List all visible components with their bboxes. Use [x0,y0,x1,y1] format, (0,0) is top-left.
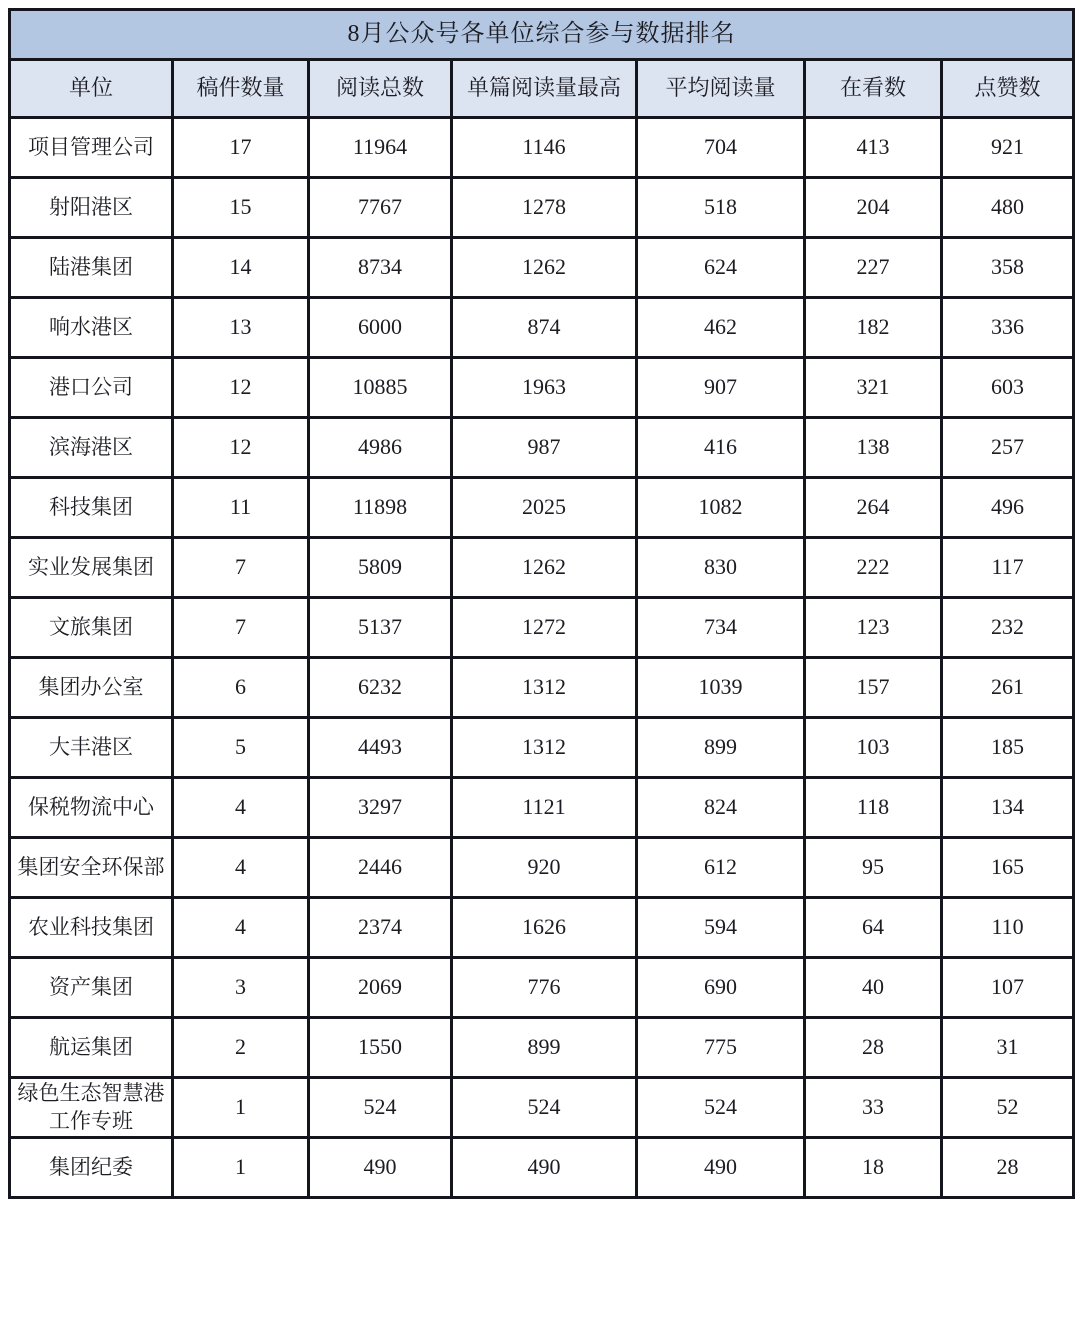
unit-name-cell: 港口公司 [10,358,173,418]
unit-name-cell: 文旅集团 [10,598,173,658]
unit-name-cell: 响水港区 [10,298,173,358]
value-cell: 165 [942,838,1074,898]
value-cell: 1312 [452,718,637,778]
value-cell: 6000 [309,298,452,358]
value-cell: 496 [942,478,1074,538]
value-cell: 117 [942,538,1074,598]
table-row [10,178,1074,238]
value-cell: 2069 [309,958,452,1018]
table-row [10,718,1074,778]
value-cell: 5 [173,718,309,778]
table-row [10,1138,1074,1198]
table-body [10,118,1074,1198]
value-cell: 594 [637,898,805,958]
unit-name-cell: 农业科技集团 [10,898,173,958]
column-header: 稿件数量 [173,60,309,118]
value-cell: 1963 [452,358,637,418]
value-cell: 28 [942,1138,1074,1198]
value-cell: 899 [637,718,805,778]
value-cell: 64 [805,898,942,958]
unit-name-cell: 保税物流中心 [10,778,173,838]
unit-name-cell: 射阳港区 [10,178,173,238]
value-cell: 1262 [452,538,637,598]
value-cell: 28 [805,1018,942,1078]
value-cell: 462 [637,298,805,358]
table-row [10,658,1074,718]
value-cell: 524 [637,1078,805,1138]
value-cell: 5137 [309,598,452,658]
value-cell: 358 [942,238,1074,298]
value-cell: 1039 [637,658,805,718]
value-cell: 7 [173,538,309,598]
value-cell: 480 [942,178,1074,238]
value-cell: 11 [173,478,309,538]
value-cell: 4 [173,778,309,838]
value-cell: 603 [942,358,1074,418]
value-cell: 4986 [309,418,452,478]
value-cell: 920 [452,838,637,898]
table-row [10,238,1074,298]
value-cell: 704 [637,118,805,178]
value-cell: 1550 [309,1018,452,1078]
value-cell: 6 [173,658,309,718]
table-row [10,538,1074,598]
value-cell: 15 [173,178,309,238]
value-cell: 95 [805,838,942,898]
value-cell: 824 [637,778,805,838]
table-row [10,1018,1074,1078]
value-cell: 734 [637,598,805,658]
value-cell: 2025 [452,478,637,538]
table-row [10,958,1074,1018]
value-cell: 123 [805,598,942,658]
value-cell: 138 [805,418,942,478]
value-cell: 776 [452,958,637,1018]
value-cell: 204 [805,178,942,238]
value-cell: 185 [942,718,1074,778]
value-cell: 18 [805,1138,942,1198]
value-cell: 775 [637,1018,805,1078]
value-cell: 118 [805,778,942,838]
value-cell: 12 [173,358,309,418]
table-row [10,598,1074,658]
value-cell: 12 [173,418,309,478]
value-cell: 261 [942,658,1074,718]
value-cell: 1 [173,1078,309,1138]
value-cell: 33 [805,1078,942,1138]
value-cell: 157 [805,658,942,718]
value-cell: 110 [942,898,1074,958]
value-cell: 227 [805,238,942,298]
value-cell: 182 [805,298,942,358]
unit-name-cell: 航运集团 [10,1018,173,1078]
value-cell: 416 [637,418,805,478]
value-cell: 52 [942,1078,1074,1138]
table-row [10,298,1074,358]
value-cell: 321 [805,358,942,418]
column-header: 点赞数 [942,60,1074,118]
table-row [10,118,1074,178]
value-cell: 4 [173,838,309,898]
value-cell: 524 [309,1078,452,1138]
table-row [10,778,1074,838]
value-cell: 4 [173,898,309,958]
value-cell: 336 [942,298,1074,358]
title-row [10,10,1074,60]
unit-name-cell: 集团安全环保部 [10,838,173,898]
column-header: 平均阅读量 [637,60,805,118]
value-cell: 11964 [309,118,452,178]
value-cell: 987 [452,418,637,478]
value-cell: 264 [805,478,942,538]
value-cell: 413 [805,118,942,178]
column-header: 阅读总数 [309,60,452,118]
unit-name-cell: 集团办公室 [10,658,173,718]
value-cell: 518 [637,178,805,238]
column-header: 单篇阅读量最高 [452,60,637,118]
value-cell: 257 [942,418,1074,478]
value-cell: 490 [452,1138,637,1198]
value-cell: 2374 [309,898,452,958]
unit-name-cell: 科技集团 [10,478,173,538]
value-cell: 1082 [637,478,805,538]
value-cell: 1121 [452,778,637,838]
unit-name-cell: 陆港集团 [10,238,173,298]
value-cell: 40 [805,958,942,1018]
value-cell: 830 [637,538,805,598]
unit-name-cell: 集团纪委 [10,1138,173,1198]
value-cell: 11898 [309,478,452,538]
value-cell: 1626 [452,898,637,958]
unit-name-cell: 滨海港区 [10,418,173,478]
value-cell: 107 [942,958,1074,1018]
value-cell: 907 [637,358,805,418]
unit-name-cell: 绿色生态智慧港工作专班 [10,1078,173,1138]
value-cell: 7767 [309,178,452,238]
table-row [10,478,1074,538]
value-cell: 134 [942,778,1074,838]
value-cell: 6232 [309,658,452,718]
column-header: 单位 [10,60,173,118]
table-row [10,838,1074,898]
value-cell: 524 [452,1078,637,1138]
data-table [8,8,1075,1199]
unit-name-cell: 资产集团 [10,958,173,1018]
value-cell: 624 [637,238,805,298]
value-cell: 1312 [452,658,637,718]
value-cell: 17 [173,118,309,178]
value-cell: 222 [805,538,942,598]
value-cell: 14 [173,238,309,298]
value-cell: 1272 [452,598,637,658]
value-cell: 3 [173,958,309,1018]
unit-name-cell: 实业发展集团 [10,538,173,598]
value-cell: 8734 [309,238,452,298]
value-cell: 899 [452,1018,637,1078]
table-row [10,1078,1074,1138]
value-cell: 31 [942,1018,1074,1078]
value-cell: 690 [637,958,805,1018]
unit-name-cell: 大丰港区 [10,718,173,778]
table-title: 8月公众号各单位综合参与数据排名 [10,10,1074,60]
value-cell: 1 [173,1138,309,1198]
unit-name-cell: 项目管理公司 [10,118,173,178]
value-cell: 874 [452,298,637,358]
value-cell: 1262 [452,238,637,298]
value-cell: 2446 [309,838,452,898]
value-cell: 2 [173,1018,309,1078]
value-cell: 13 [173,298,309,358]
table-row [10,358,1074,418]
value-cell: 1278 [452,178,637,238]
value-cell: 103 [805,718,942,778]
value-cell: 10885 [309,358,452,418]
value-cell: 7 [173,598,309,658]
value-cell: 4493 [309,718,452,778]
column-header: 在看数 [805,60,942,118]
value-cell: 490 [309,1138,452,1198]
value-cell: 612 [637,838,805,898]
value-cell: 3297 [309,778,452,838]
value-cell: 5809 [309,538,452,598]
value-cell: 232 [942,598,1074,658]
value-cell: 490 [637,1138,805,1198]
table-row [10,418,1074,478]
header-row [10,60,1074,118]
value-cell: 1146 [452,118,637,178]
value-cell: 921 [942,118,1074,178]
table-row [10,898,1074,958]
